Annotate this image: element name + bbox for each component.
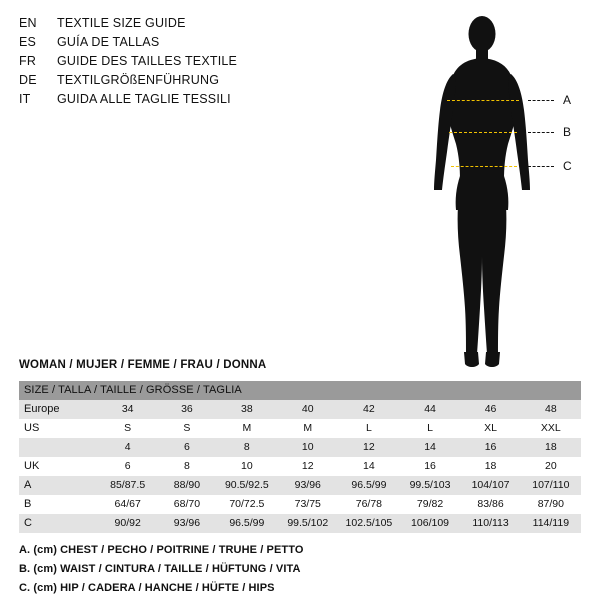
section-heading-woman: WOMAN / MUJER / FEMME / FRAU / DONNA xyxy=(19,359,267,371)
table-cell: 73/75 xyxy=(277,495,338,514)
table-cell: S xyxy=(158,419,217,438)
size-table xyxy=(19,381,581,533)
table-cell: L xyxy=(338,419,400,438)
table-row xyxy=(19,476,581,495)
waist-leader-line xyxy=(528,132,554,133)
table-cell: 85/87.5 xyxy=(98,476,158,495)
row-label xyxy=(19,438,98,457)
table-cell: 42 xyxy=(338,400,400,419)
language-title: TEXTILGRÖßENFÜHRUNG xyxy=(57,73,220,87)
table-header-row xyxy=(19,381,581,400)
language-row xyxy=(19,90,319,109)
language-code: ES xyxy=(19,35,37,49)
table-cell: 93/96 xyxy=(158,514,217,533)
chest-leader-line xyxy=(528,100,554,101)
table-cell: 90/92 xyxy=(98,514,158,533)
table-cell: 36 xyxy=(158,400,217,419)
table-cell: 106/109 xyxy=(400,514,461,533)
language-title: TEXTILE SIZE GUIDE xyxy=(57,16,186,30)
footnote-hip: C. (cm) HIP / CADERA / HANCHE / HÜFTE / HIPS xyxy=(19,582,275,594)
table-cell: 44 xyxy=(400,400,461,419)
hip-measure-line xyxy=(451,166,517,167)
table-cell: 8 xyxy=(158,457,217,476)
table-cell: 16 xyxy=(460,438,520,457)
table-cell: 14 xyxy=(338,457,400,476)
table-row xyxy=(19,514,581,533)
table-row xyxy=(19,495,581,514)
table-cell: XXL xyxy=(521,419,581,438)
row-label: US xyxy=(19,419,98,438)
table-cell: 70/72.5 xyxy=(216,495,277,514)
table-row xyxy=(19,400,581,419)
body-figure xyxy=(400,8,595,373)
table-cell: 20 xyxy=(521,457,581,476)
language-code: DE xyxy=(19,73,37,87)
language-row xyxy=(19,52,319,71)
language-code: EN xyxy=(19,16,37,30)
table-cell: 8 xyxy=(216,438,277,457)
table-cell: 90.5/92.5 xyxy=(216,476,277,495)
language-row xyxy=(19,71,319,90)
table-cell: 12 xyxy=(277,457,338,476)
table-cell: 14 xyxy=(400,438,461,457)
table-cell: 18 xyxy=(521,438,581,457)
table-cell: 64/67 xyxy=(98,495,158,514)
table-cell: 114/119 xyxy=(521,514,581,533)
table-row xyxy=(19,457,581,476)
table-cell: 68/70 xyxy=(158,495,217,514)
table-cell: XL xyxy=(460,419,520,438)
table-cell: 87/90 xyxy=(521,495,581,514)
chest-measure-line xyxy=(447,100,519,101)
language-title-block xyxy=(19,14,319,109)
table-cell: M xyxy=(277,419,338,438)
table-cell: 34 xyxy=(98,400,158,419)
table-cell: 6 xyxy=(98,457,158,476)
measure-label-c: C xyxy=(563,159,572,173)
table-cell: 83/86 xyxy=(460,495,520,514)
footnotes xyxy=(19,541,579,598)
table-row xyxy=(19,419,581,438)
table-cell: 96.5/99 xyxy=(216,514,277,533)
table-cell: 6 xyxy=(158,438,217,457)
footnote-waist: B. (cm) WAIST / CINTURA / TAILLE / HÜFTUNG / VITA xyxy=(19,563,301,575)
table-cell: S xyxy=(98,419,158,438)
table-cell: 102.5/105 xyxy=(338,514,400,533)
language-code: FR xyxy=(19,54,37,68)
table-cell: 4 xyxy=(98,438,158,457)
waist-measure-line xyxy=(449,132,517,133)
table-cell: 12 xyxy=(338,438,400,457)
row-label: C xyxy=(19,514,98,533)
language-row xyxy=(19,33,319,52)
table-cell: 38 xyxy=(216,400,277,419)
female-silhouette-icon xyxy=(400,8,595,373)
table-cell: 79/82 xyxy=(400,495,461,514)
table-cell: 40 xyxy=(277,400,338,419)
table-cell: 48 xyxy=(521,400,581,419)
table-header-label: SIZE / TALLA / TAILLE / GRÖSSE / TAGLIA xyxy=(24,384,242,396)
row-label: UK xyxy=(19,457,98,476)
footnote-chest: A. (cm) CHEST / PECHO / POITRINE / TRUHE / PETTO xyxy=(19,544,304,556)
language-title: GUIDE DES TAILLES TEXTILE xyxy=(57,54,238,68)
hip-leader-line xyxy=(528,166,554,167)
measure-label-a: A xyxy=(563,93,572,107)
table-cell: 46 xyxy=(460,400,520,419)
table-cell: L xyxy=(400,419,461,438)
table-row xyxy=(19,438,581,457)
table-cell: 110/113 xyxy=(460,514,520,533)
table-cell: 107/110 xyxy=(521,476,581,495)
row-label: Europe xyxy=(19,400,98,419)
table-cell: 88/90 xyxy=(158,476,217,495)
table-cell: 104/107 xyxy=(460,476,520,495)
table-cell: 99.5/102 xyxy=(277,514,338,533)
table-cell: M xyxy=(216,419,277,438)
row-label: A xyxy=(19,476,98,495)
table-cell: 16 xyxy=(400,457,461,476)
table-cell: 93/96 xyxy=(277,476,338,495)
language-code: IT xyxy=(19,92,31,106)
language-row xyxy=(19,14,319,33)
table-cell: 10 xyxy=(277,438,338,457)
language-title: GUIDA ALLE TAGLIE TESSILI xyxy=(57,92,231,106)
table-cell: 10 xyxy=(216,457,277,476)
table-cell: 96.5/99 xyxy=(338,476,400,495)
row-label: B xyxy=(19,495,98,514)
measure-label-b: B xyxy=(563,125,572,139)
table-cell: 99.5/103 xyxy=(400,476,461,495)
table-cell: 76/78 xyxy=(338,495,400,514)
table-cell: 18 xyxy=(460,457,520,476)
language-title: GUÍA DE TALLAS xyxy=(57,35,160,49)
